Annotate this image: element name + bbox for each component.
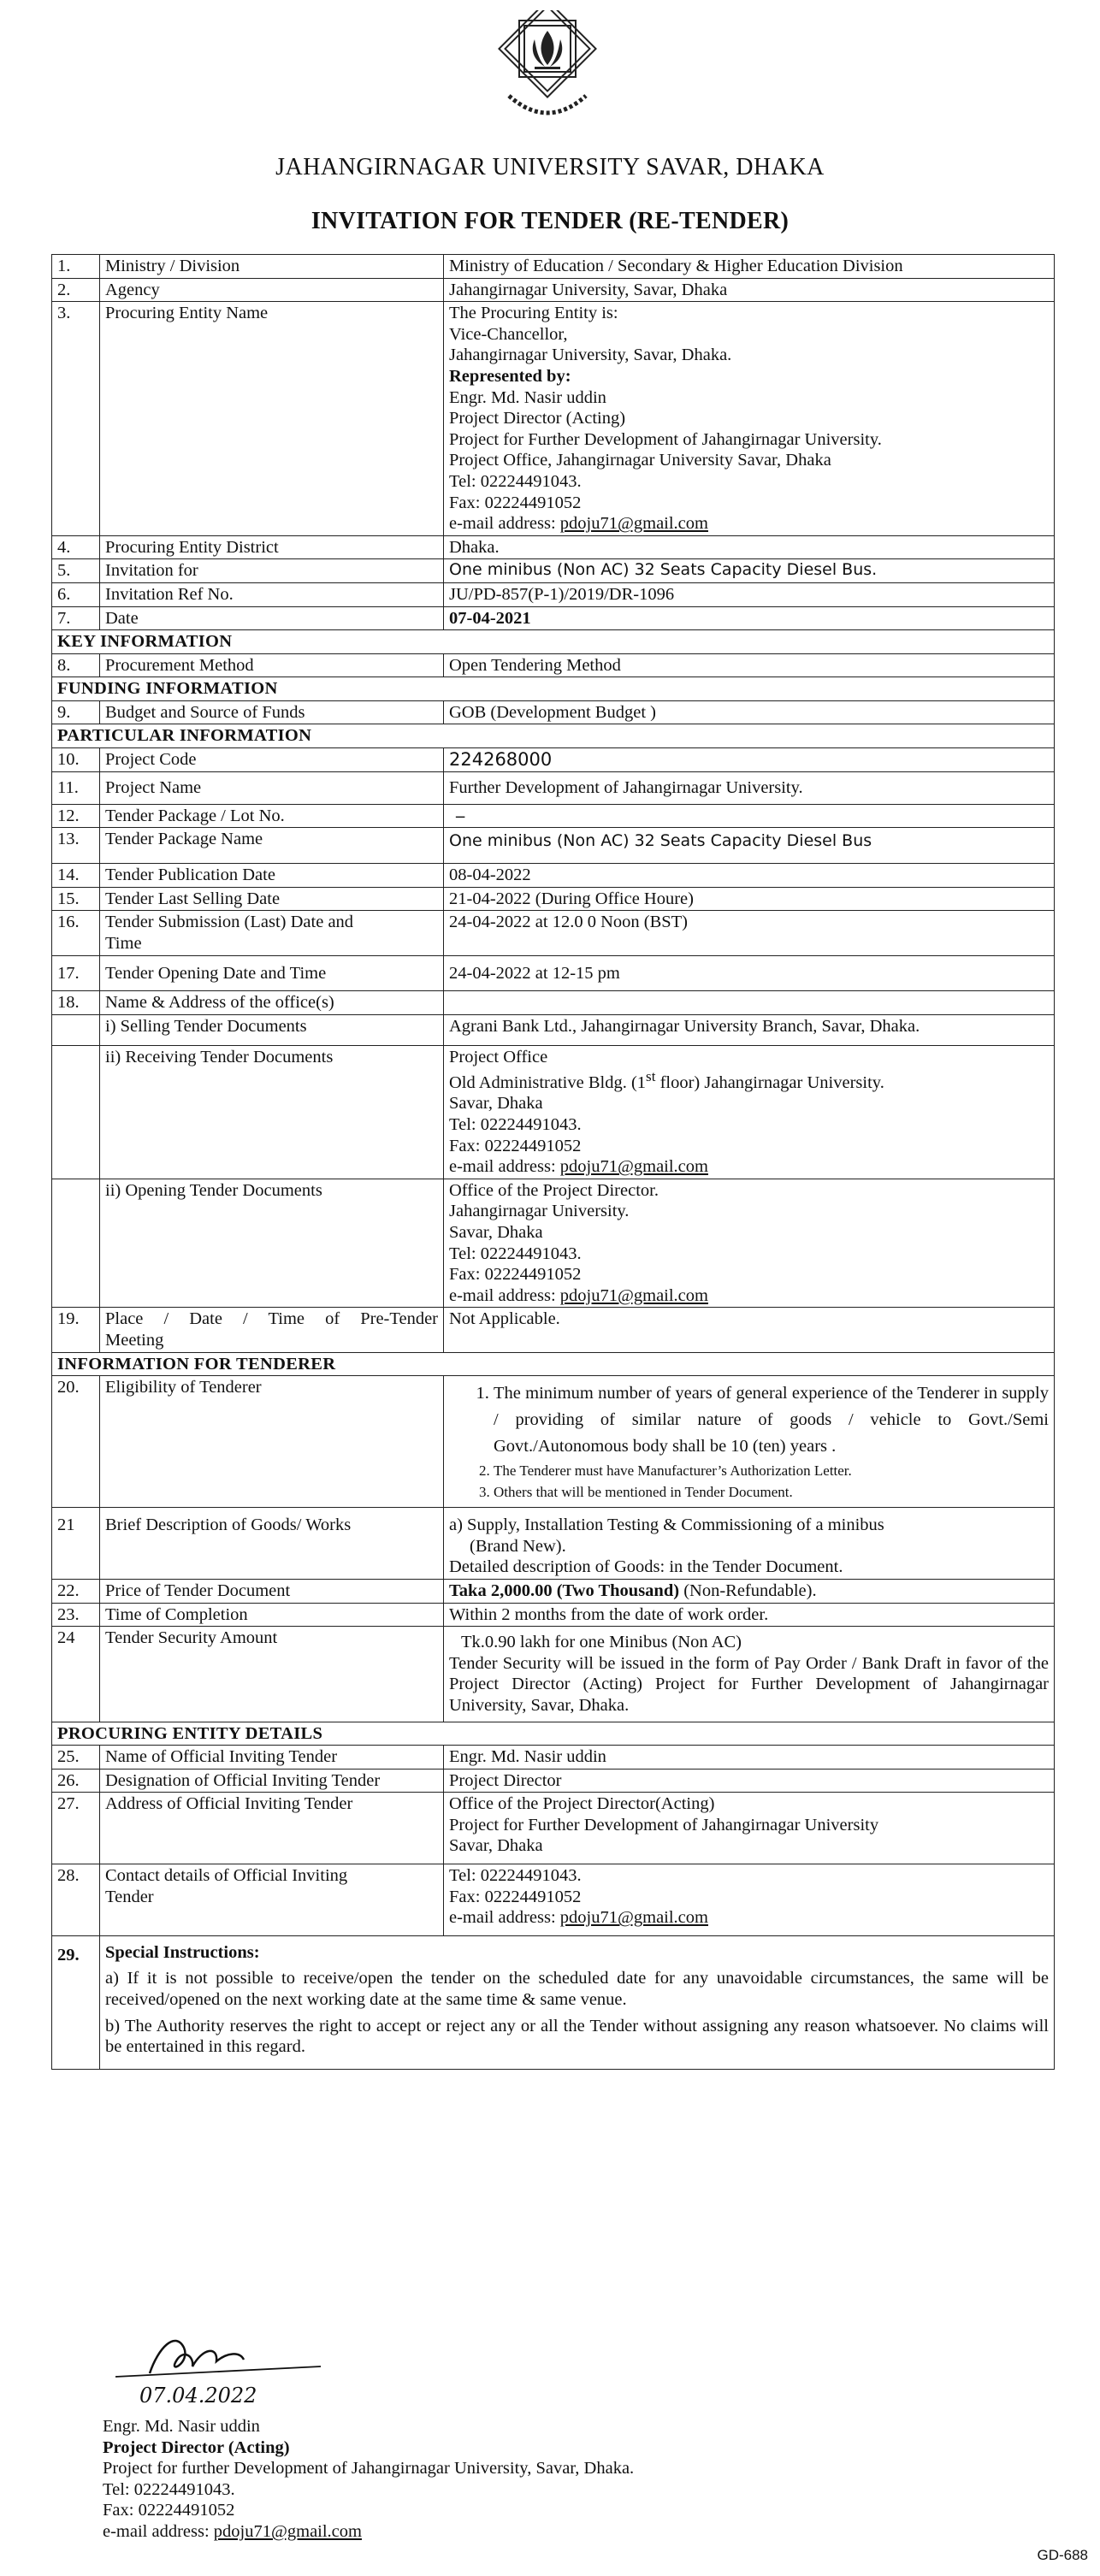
row-label: Procuring Entity District [100,535,444,559]
value-line: Office of the Project Director(Acting) [449,1794,715,1814]
signatory-block [103,2416,634,2543]
email-label: e-mail address: [449,1908,560,1928]
table-row [52,535,1055,559]
row-label: Address of Official Inviting Tender [100,1793,444,1864]
value-line: The Procuring Entity is: [449,304,618,323]
section-header-row [52,1722,1055,1746]
row-label: Brief Description of Goods/ Works [100,1508,444,1580]
table-row [52,772,1055,805]
value-line: Engr. Md. Nasir uddin [449,387,606,407]
email-line [449,1285,1049,1307]
row-number: 10. [52,748,100,772]
row-number: 16. [52,911,100,955]
value-line: Fax: 02224491052 [449,1136,582,1155]
row-label: Budget and Source of Funds [100,700,444,724]
price-amount: Taka 2,000.00 (Two Thousand) [449,1580,680,1600]
row-value: One minibus (Non AC) 32 Seats Capacity Diesel Bus. [444,559,1055,583]
value-line: Tel: 02224491043. [449,471,582,491]
value-line: Tender Security will be issued in the form of Pay Order / Bank Draft in favor of the Project Director (Acting) Project for Further Development of Jahangirnagar University, Savar, Dhaka. [449,1653,1049,1715]
table-row [52,302,1055,536]
row-label: Project Name [100,772,444,805]
value-line: Office of the Project Director. [449,1180,659,1200]
row-value: JU/PD-857(P-1)/2019/DR-1096 [444,582,1055,606]
value-line: Project Office [449,1048,548,1067]
row-number: 24 [52,1627,100,1722]
eligibility-list-cell [444,1376,1055,1508]
row-number: 25. [52,1746,100,1770]
row-number: 2. [52,278,100,302]
value-line: Fax: 02224491052 [449,493,582,512]
value-line: Tk.0.90 lakh for one Minibus (Non AC) [461,1633,742,1652]
value-line [449,1068,1049,1093]
row-value: Jahangirnagar University, Savar, Dhaka [444,278,1055,302]
table-row [52,748,1055,772]
row-value: Not Applicable. [444,1308,1055,1352]
table-row [52,559,1055,583]
row-number: 12. [52,804,100,828]
section-heading: PARTICULAR INFORMATION [52,724,1055,748]
eligibility-list [449,1380,1049,1501]
table-row [52,1793,1055,1864]
row-value: 24-04-2022 at 12.0 0 Noon (BST) [444,911,1055,955]
row-label: Ministry / Division [100,255,444,279]
table-row [52,1046,1055,1179]
email-label: e-mail address: [449,514,560,534]
email-line [449,513,1049,535]
table-row [52,1603,1055,1627]
row-label: Procurement Method [100,653,444,677]
row-value: GOB (Development Budget ) [444,700,1055,724]
university-name: JAHANGIRNAGAR UNIVERSITY SAVAR, DHAKA [275,154,825,180]
section-heading: KEY INFORMATION [52,630,1055,654]
table-row [52,1864,1055,1936]
university-logo [483,10,612,139]
row-number: 4. [52,535,100,559]
list-item: 2. The Tenderer must have Manufacturer’s Authorization Letter. [494,1462,1049,1480]
value-line: Savar, Dhaka [449,1836,543,1856]
value-line: Project for Further Development of Jahangirnagar University [449,1815,879,1835]
value-line: Vice-Chancellor, [449,324,568,344]
value-line: Project Director (Acting) [449,409,626,428]
table-row [52,804,1055,828]
signatory-designation: Project Director (Acting) [103,2437,290,2457]
row-label: Designation of Official Inviting Tender [100,1769,444,1793]
value-line: a) Supply, Installation Testing & Commissioning of a minibus [449,1515,884,1535]
notice-title: INVITATION FOR TENDER (RE-TENDER) [310,208,790,234]
section-heading: FUNDING INFORMATION [52,677,1055,701]
row-label: Tender Package / Lot No. [100,804,444,828]
row-number: 8. [52,653,100,677]
section-header-row [52,677,1055,701]
address-part: floor) Jahangirnagar University. [655,1072,884,1092]
label-line: Tender [105,1887,154,1906]
instruction-a: a) If it is not possible to receive/open the tender on the scheduled date for any unavoidable circumstances, the same will be received/opened on the next working date at the same time & same venue. [105,1969,1049,2010]
row-number: 17. [52,955,100,991]
label-line: Contact details of Official Inviting [105,1866,348,1886]
table-row [52,1627,1055,1722]
gd-code: GD-688 [1037,2547,1088,2563]
special-instructions [100,1935,1055,2069]
row-number: 15. [52,887,100,911]
row-number: 3. [52,302,100,536]
row-label: Time of Completion [100,1603,444,1627]
value-line: Savar, Dhaka [449,1094,543,1114]
receiving-office-details [444,1046,1055,1179]
row-number: 7. [52,606,100,630]
row-label: Eligibility of Tenderer [100,1376,444,1508]
email-link[interactable]: pdoju71@gmail.com [559,1908,708,1928]
table-row [52,278,1055,302]
section-heading: PROCURING ENTITY DETAILS [52,1722,1055,1746]
value-line: Tel: 02224491043. [449,1244,582,1263]
row-label: Agency [100,278,444,302]
table-row [52,1308,1055,1352]
row-number-empty [52,1014,100,1046]
signatory-email-line [103,2521,634,2543]
row-value [444,1579,1055,1603]
row-label: Price of Tender Document [100,1579,444,1603]
table-row [52,1376,1055,1508]
row-value: Project Director [444,1769,1055,1793]
row-label: Project Code [100,748,444,772]
table-row [52,1014,1055,1046]
row-value: Within 2 months from the date of work order. [444,1603,1055,1627]
row-number: 22. [52,1579,100,1603]
value-line: Fax: 02224491052 [449,1887,582,1906]
address-part: Old Administrative Bldg. (1 [449,1072,647,1092]
value-line: Project for Further Development of Jahangirnagar University. [449,429,882,449]
email-link[interactable]: pdoju71@gmail.com [559,1285,708,1305]
email-link[interactable]: pdoju71@gmail.com [213,2521,362,2541]
table-row [52,700,1055,724]
row-number: 20. [52,1376,100,1508]
value-line: Savar, Dhaka [449,1222,543,1242]
row-number: 11. [52,772,100,805]
row-label: Tender Publication Date [100,864,444,888]
row-label: Invitation Ref No. [100,582,444,606]
row-number-empty [52,1046,100,1179]
signature-date: 07.04.2022 [139,2384,257,2408]
section-header-row [52,724,1055,748]
email-label: e-mail address: [103,2521,214,2541]
row-value: One minibus (Non AC) 32 Seats Capacity Diesel Bus [444,828,1055,864]
row-label: i) Selling Tender Documents [100,1014,444,1046]
email-line [449,1907,1049,1929]
row-label: ii) Opening Tender Documents [100,1179,444,1308]
row-value: Ministry of Education / Secondary & Higher Education Division [444,255,1055,279]
goods-description [444,1508,1055,1580]
table-row [52,255,1055,279]
row-number: 5. [52,559,100,583]
email-label: e-mail address: [449,1285,560,1305]
row-value: 224268000 [444,748,1055,772]
signatory-fax: Fax: 02224491052 [103,2501,235,2520]
email-link[interactable]: pdoju71@gmail.com [559,514,708,534]
row-number-empty [52,1179,100,1308]
tender-security-details [444,1627,1055,1722]
row-number: 18. [52,991,100,1015]
table-row [52,1508,1055,1580]
row-value: Open Tendering Method [444,653,1055,677]
represented-by-heading: Represented by: [449,366,571,386]
official-contact [444,1864,1055,1936]
procuring-entity-details [444,302,1055,536]
table-row [52,1769,1055,1793]
section-header-row [52,630,1055,654]
signatory-name: Engr. Md. Nasir uddin [103,2417,260,2436]
value-line: Project Office, Jahangirnagar University Savar, Dhaka [449,451,831,470]
section-heading: INFORMATION FOR TENDERER [52,1352,1055,1376]
row-number: 1. [52,255,100,279]
table-row [52,1935,1055,2069]
signature [98,2322,338,2408]
value-line: Detailed description of Goods: in the Tender Document. [449,1557,843,1577]
table-row [52,1746,1055,1770]
label-line: Tender Submission (Last) Date and [105,913,354,932]
row-value: 07-04-2021 [444,606,1055,630]
table-row [52,828,1055,864]
instruction-b: b) The Authority reserves the right to accept or reject any or all the Tender without assigning any reason whatsoever. No claims will be entertained in this regard. [105,2016,1049,2057]
table-row [52,1179,1055,1308]
row-label: Date [100,606,444,630]
row-value: Dhaka. [444,535,1055,559]
table-row [52,1579,1055,1603]
opening-office-details [444,1179,1055,1308]
label-line: Meeting [105,1330,164,1350]
row-label [100,911,444,955]
table-row [52,887,1055,911]
signatory-tel: Tel: 02224491043. [103,2479,235,2499]
list-item: 1. The minimum number of years of general experience of the Tenderer in supply / providing of similar nature of goods / vehicle to Govt./Semi Govt./Autonomous body shall be 10 (ten) years . [494,1380,1049,1459]
official-address [444,1793,1055,1864]
ordinal-suffix: st [646,1067,656,1084]
value-line: Jahangirnagar University. [449,1202,630,1221]
value-line: Tel: 02224491043. [449,1866,582,1886]
table-row [52,606,1055,630]
value-line: (Brand New). [470,1536,566,1556]
table-row [52,991,1055,1015]
label-line: Time [105,934,142,954]
row-number: 26. [52,1769,100,1793]
table-row [52,864,1055,888]
label-line: Place / Date / Time of Pre-Tender [105,1309,438,1329]
list-item: 3. Others that will be mentioned in Tender Document. [494,1484,1049,1501]
row-value: 24-04-2022 at 12-15 pm [444,955,1055,991]
row-label: ii) Receiving Tender Documents [100,1046,444,1179]
row-label: Tender Security Amount [100,1627,444,1722]
section-header-row [52,1352,1055,1376]
table-row [52,582,1055,606]
row-label: Invitation for [100,559,444,583]
row-label [100,1308,444,1352]
row-number: 9. [52,700,100,724]
row-label: Name of Official Inviting Tender [100,1746,444,1770]
row-label: Name & Address of the office(s) [100,991,444,1015]
tender-info-table [51,254,1055,2070]
row-label: Procuring Entity Name [100,302,444,536]
email-link[interactable]: pdoju71@gmail.com [559,1157,708,1177]
value-line: Tel: 02224491043. [449,1115,582,1134]
table-row [52,955,1055,991]
email-label: e-mail address: [449,1157,560,1177]
table-row [52,653,1055,677]
row-label: Tender Opening Date and Time [100,955,444,991]
row-number: 23. [52,1603,100,1627]
row-label [100,1864,444,1936]
row-label: Tender Last Selling Date [100,887,444,911]
signatory-project: Project for further Development of Jahangirnagar University, Savar, Dhaka. [103,2459,635,2479]
value-line: Jahangirnagar University, Savar, Dhaka. [449,346,732,365]
row-value: 21-04-2022 (During Office Houre) [444,887,1055,911]
price-note: (Non-Refundable). [679,1580,817,1600]
row-number: 14. [52,864,100,888]
row-value: – [444,804,1055,828]
row-value-empty [444,991,1055,1015]
row-number: 21 [52,1508,100,1580]
value-line: Fax: 02224491052 [449,1265,582,1285]
row-number: 29. [52,1935,100,2069]
row-label: Tender Package Name [100,828,444,864]
row-value: Agrani Bank Ltd., Jahangirnagar University Branch, Savar, Dhaka. [444,1014,1055,1046]
row-value: 08-04-2022 [444,864,1055,888]
row-number: 19. [52,1308,100,1352]
row-number: 27. [52,1793,100,1864]
row-number: 13. [52,828,100,864]
email-line [449,1156,1049,1178]
table-row [52,911,1055,955]
row-value: Engr. Md. Nasir uddin [444,1746,1055,1770]
row-number: 28. [52,1864,100,1936]
row-number: 6. [52,582,100,606]
row-value: Further Development of Jahangirnagar University. [444,772,1055,805]
special-instructions-heading: Special Instructions: [105,1942,260,1962]
